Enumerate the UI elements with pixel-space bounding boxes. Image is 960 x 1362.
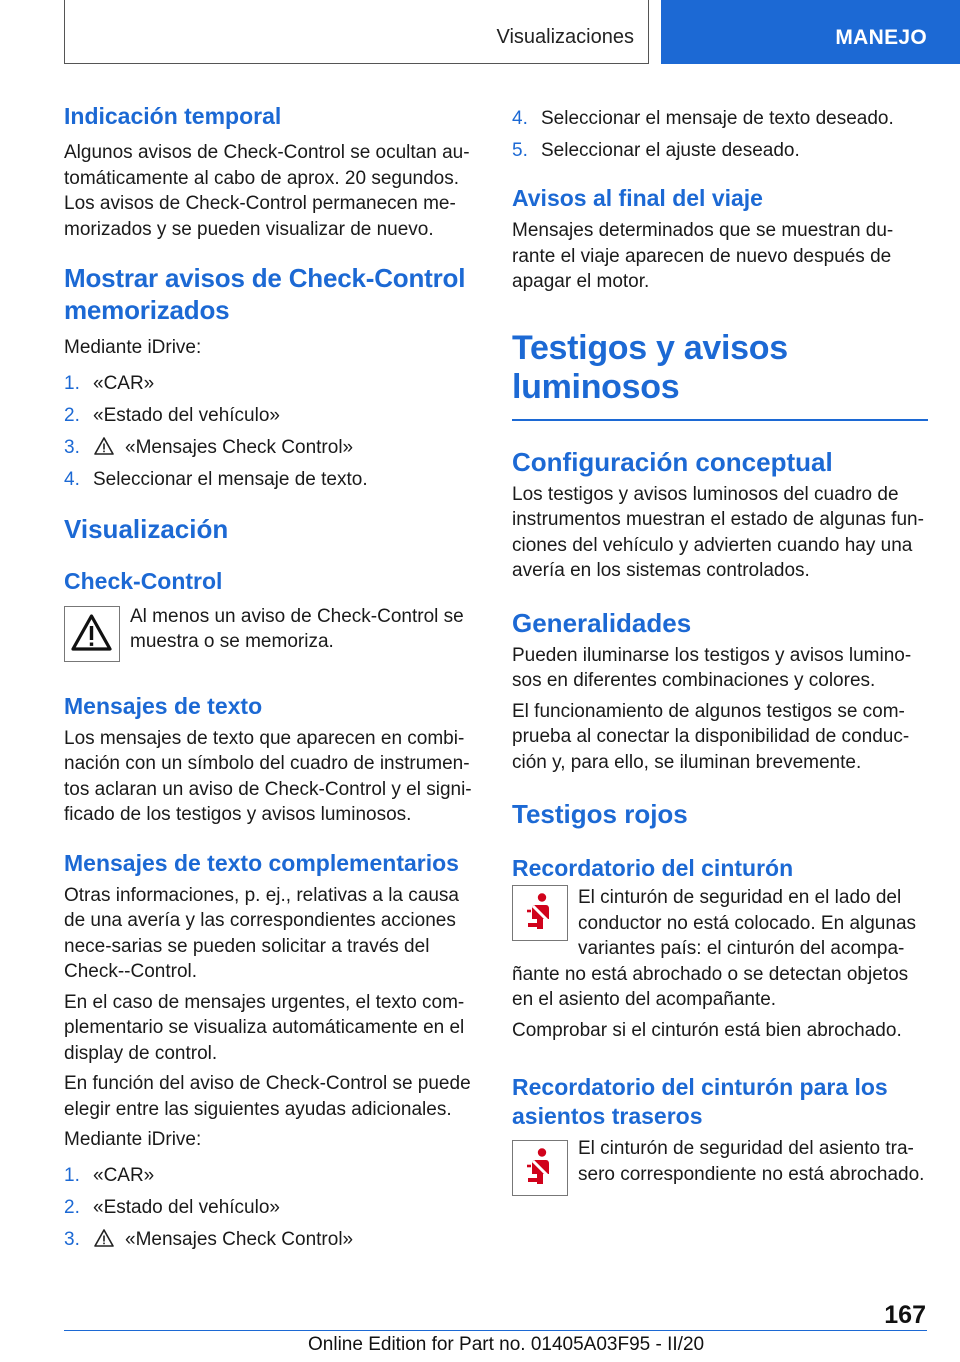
warning-triangle-icon <box>93 1228 115 1248</box>
paragraph: En el caso de mensajes urgentes, el texto com-plementario se visualiza automáticamente en el display de control. <box>64 991 465 1064</box>
header-section-title: Visualizaciones <box>496 26 634 48</box>
paragraph: Los mensajes de texto que aparecen en combi-nación con un símbolo del cuadro de instrumen-tos aclaran un aviso de Check-Control y el signi-ficado de los testigos y avisos luminosos. <box>64 727 472 825</box>
seatbelt-warning-icon <box>512 1140 568 1196</box>
step-item: 4. Seleccionar el mensaje de texto. <box>64 468 368 490</box>
step-item: 4. Seleccionar el mensaje de texto deseado. <box>512 108 894 129</box>
paragraph: Al menos un aviso de Check-Control se muestra o se memoriza. <box>130 605 464 652</box>
heading-recordatorio-cinturon: Recordatorio del cinturón <box>512 855 794 881</box>
page-number: 167 <box>884 1301 926 1329</box>
seatbelt-block <box>512 885 928 1013</box>
paragraph: Mensajes determinados que se muestran du-rante el viaje aparecen de nuevo después de apagar el motor. <box>512 220 894 292</box>
paragraph: Pueden iluminarse los testigos y avisos lumino-sos en diferentes combinaciones y colores. <box>512 644 912 691</box>
heading-testigos-rojos: Testigos rojos <box>512 799 688 829</box>
heading-configuracion-conceptual: Configuración conceptual <box>512 446 833 477</box>
heading-indicacion-temporal: Indicación temporal <box>64 103 282 129</box>
step-item: 3. «Mensajes Check Control» <box>64 1228 354 1250</box>
heading-visualizacion: Visualización <box>64 513 229 544</box>
section-divider <box>512 419 928 421</box>
heading-recordatorio-cinturon-traseros: Recordatorio del cinturón para los asientos traseros <box>512 1074 888 1129</box>
edition-note: Online Edition for Part no. 01405A03F95 - II/20 <box>308 1334 705 1355</box>
right-column <box>512 100 928 1196</box>
step-item: 3. «Mensajes Check Control» <box>64 436 354 458</box>
heading-mostrar-avisos: Mostrar avisos de Check-Control memorizados <box>64 263 466 325</box>
step-list <box>64 371 478 492</box>
paragraph: Mediante iDrive: <box>64 337 202 358</box>
heading-generalidades: Generalidades <box>512 607 692 638</box>
paragraph: Mediante iDrive: <box>64 1129 202 1150</box>
paragraph: El funcionamiento de algunos testigos se com-prueba al conectar la disponibilidad de conduc-ción y, para ello, se iluminan brevemente. <box>512 700 910 773</box>
paragraph: Algunos avisos de Check-Control se ocultan au-tomáticamente al cabo de aprox. 20 segundos. <box>64 142 470 189</box>
paragraph: En función del aviso de Check-Control se puede elegir entre las siguientes ayudas adicionales. <box>64 1073 471 1120</box>
step-item: 2. «Estado del vehículo» <box>64 1196 280 1218</box>
heading-mensajes-texto: Mensajes de texto <box>64 692 263 719</box>
paragraph: El cinturón de seguridad del asiento tra-sero correspondiente no está abrochado. <box>578 1140 925 1185</box>
paragraph: Los avisos de Check-Control permanecen me-morizados y se pueden visualizar de nuevo. <box>64 193 456 240</box>
step-item: 5. Seleccionar el ajuste deseado. <box>512 140 800 161</box>
left-column <box>64 100 478 1252</box>
step-item: 1. «CAR» <box>64 1164 155 1186</box>
heading-avisos-final-viaje: Avisos al final del viaje <box>512 185 763 211</box>
step-item: 2. «Estado del vehículo» <box>64 404 280 426</box>
paragraph: Los testigos y avisos luminosos del cuadro de instrumentos muestran el estado de algunas fun-ciones del vehículo y advierten cuando hay una avería en los sistemas controlados. <box>512 483 924 581</box>
heading-check-control: Check-Control <box>64 567 223 594</box>
heading-testigos-avisos: Testigos y avisos luminosos <box>512 328 788 406</box>
paragraph: Otras informaciones, p. ej., relativas a la causa de una avería y las correspondientes acciones nece-sarias se pueden solicitar a través del Check--Control. <box>64 884 459 982</box>
check-control-block <box>64 606 478 662</box>
step-list <box>64 1163 478 1252</box>
heading-mensajes-complementarios: Mensajes de texto complementarios <box>64 849 459 876</box>
step-list <box>512 106 928 163</box>
warning-triangle-icon <box>64 606 120 662</box>
seatbelt-warning-icon <box>512 885 568 941</box>
seatbelt-rear-block <box>512 1140 928 1196</box>
header-chapter-tab <box>661 0 960 64</box>
paragraph: El cinturón de seguridad en el lado del conductor no está colocado. En algunas variantes país: el cinturón del acompa-ñante no está abrochado o se detectan objetos en el asiento del acompañante. <box>512 887 917 1010</box>
footer-divider <box>64 1330 927 1331</box>
step-item: 1. «CAR» <box>64 372 155 394</box>
warning-triangle-icon <box>93 436 115 456</box>
header-chapter-label: MANEJO <box>835 26 927 49</box>
paragraph: Comprobar si el cinturón está bien abrochado. <box>512 1019 902 1041</box>
